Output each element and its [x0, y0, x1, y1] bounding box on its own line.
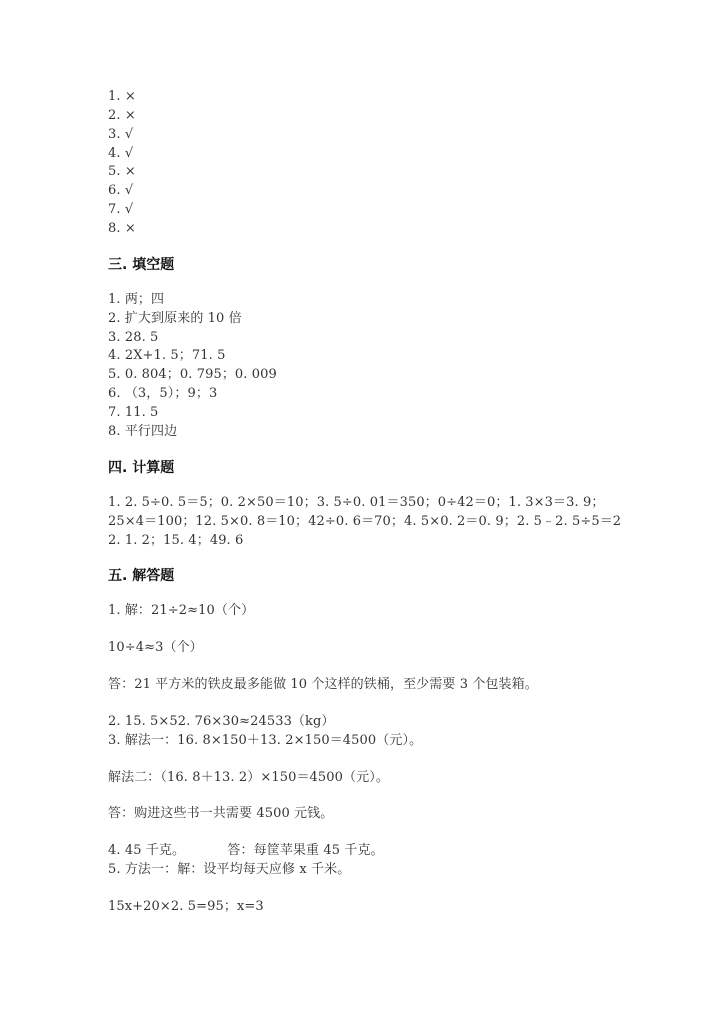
answer-item: 答：购进这些书一共需要 4500 元钱。: [108, 806, 334, 821]
answer-item: 15x+20×2. 5=95；x=3: [108, 899, 264, 914]
answer-item: 5. 方法一：解：设平均每天应修 x 千米。: [108, 862, 351, 877]
answer-item: 4. √: [108, 146, 134, 161]
section-heading: 三. 填空题: [108, 257, 175, 273]
answer-item: 4. 45 千克。 答：每筐苹果重 45 千克。: [108, 843, 384, 858]
answer-item: 6. √: [108, 183, 134, 198]
answer-item: 25×4＝100；12. 5×0. 8＝10；42÷0. 6＝70；4. 5×0. 2＝0. 9；2. 5﹣2. 5÷5＝2: [108, 514, 622, 529]
answer-item: 6. （3，5）；9；3: [108, 386, 218, 401]
answer-item: 2. ×: [108, 108, 136, 123]
answer-item: 7. 11. 5: [108, 405, 159, 420]
answer-item: 1. ×: [108, 89, 136, 104]
answer-item: 3. 解法一：16. 8×150＋13. 2×150＝4500（元）。: [108, 733, 423, 748]
answer-item: 2. 15. 5×52. 76×30≈24533（kg）: [108, 714, 335, 729]
answer-item: 2. 扩大到原来的 10 倍: [108, 311, 242, 326]
answer-item: 3. √: [108, 127, 134, 142]
section-heading: 四. 计算题: [108, 460, 175, 476]
answer-item: 5. ×: [108, 164, 136, 179]
answer-item: 7. √: [108, 202, 134, 217]
answer-item: 4. 2X+1. 5；71. 5: [108, 348, 226, 363]
answer-item: 8. ×: [108, 221, 136, 236]
answer-item: 1. 2. 5÷0. 5＝5；0. 2×50＝10；3. 5÷0. 01＝350；0÷42＝0；1. 3×3＝3. 9；: [108, 495, 605, 510]
answer-item: 1. 两；四: [108, 292, 165, 307]
answer-item: 1. 解：21÷2≈10（个）: [108, 603, 255, 618]
answer-item: 解法二：（16. 8＋13. 2）×150＝4500（元）。: [108, 770, 389, 785]
section-heading: 五. 解答题: [108, 568, 175, 584]
answer-item: 5. 0. 804；0. 795；0. 009: [108, 367, 277, 382]
answer-item: 答：21 平方米的铁皮最多能做 10 个这样的铁桶，至少需要 3 个包装箱。: [108, 677, 538, 692]
answer-item: 10÷4≈3（个）: [108, 640, 203, 655]
answer-item: 3. 28. 5: [108, 330, 159, 345]
answer-item: 8. 平行四边: [108, 424, 178, 439]
answer-item: 2. 1. 2；15. 4；49. 6: [108, 533, 244, 548]
